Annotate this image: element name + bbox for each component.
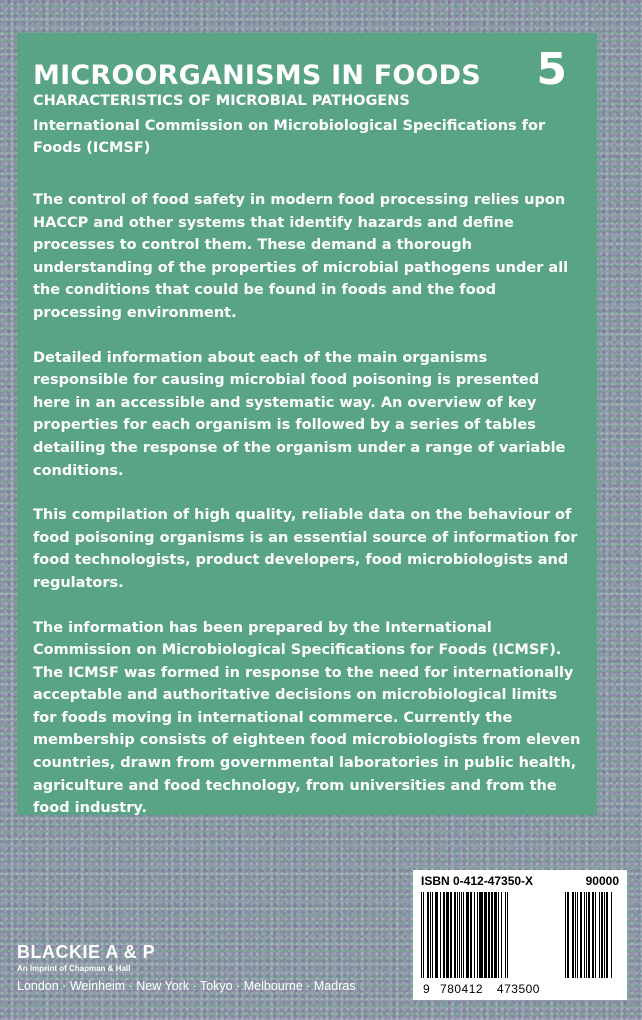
blurb-paragraph-4: The information has been prepared by the International Commission on Microbiological Specifications for Foods (ICMSF). The ICMSF was formed in response to the need for internationally acceptable and authoritative decisions on microbiological limits for foods moving in international commerce. Currently the membership consists of eighteen food microbiologists from eleven countries, drawn from governmental laboratories in public health, agriculture and food technology, from universities and from the food industry.	[33, 619, 581, 817]
barcode-bar	[580, 892, 582, 978]
barcode-bar	[435, 892, 438, 978]
barcode-bar	[586, 892, 587, 978]
barcode-bar	[498, 892, 499, 978]
barcode-digits-right: 473500	[496, 982, 540, 996]
barcode-bar	[470, 892, 472, 978]
barcode-bar	[461, 892, 462, 978]
addon-barcode-graphic	[565, 892, 617, 978]
barcode-bar	[446, 892, 449, 978]
ean-barcode-graphic	[421, 892, 553, 978]
book-title: MICROORGANISMS IN FOODS	[33, 60, 481, 91]
blurb-paragraph-1: The control of food safety in modern food processing relies upon HACCP and other systems that identify hazards and define processes to control them. These demand a thorough understanding of the properties of microbial pathogens under all the conditions that could be found in foods and the food processing environment.	[33, 192, 569, 321]
barcode-bar	[572, 892, 574, 978]
barcode-bar	[457, 892, 458, 978]
publisher-imprint: An Imprint of Chapman & Hall	[17, 964, 131, 973]
publisher-block	[17, 942, 356, 993]
barcode-bar	[477, 892, 478, 978]
book-subtitle: CHARACTERISTICS OF MICROBIAL PATHOGENS	[33, 93, 410, 109]
barcode-bar	[479, 892, 483, 978]
barcode-bar	[463, 892, 464, 978]
barcode-bar	[599, 892, 600, 978]
barcode-bar	[588, 892, 590, 978]
blurb-paragraph-2: Detailed information about each of the main organisms responsible for causing microbial food poisoning is presented here in an accessible and systematic way. An overview of key properties for each organism is followed by a series of tables detailing the response of the organism under a range of variable conditions.	[33, 349, 566, 479]
barcode-label	[413, 870, 627, 1000]
isbn-text: ISBN 0-412-47350-X	[421, 874, 534, 888]
barcode-bar	[575, 892, 576, 978]
barcode-bar	[450, 892, 452, 978]
barcode-digits-left: 780412	[440, 982, 484, 996]
barcode-bar	[454, 892, 456, 978]
barcode-bar	[421, 892, 422, 978]
title-row	[33, 44, 581, 95]
barcode-header	[421, 874, 619, 888]
barcode-bar	[577, 892, 578, 978]
barcode-bar	[601, 892, 603, 978]
barcode-bar	[459, 892, 460, 978]
cover-text-panel	[17, 33, 597, 815]
barcode-bar	[430, 892, 431, 978]
barcode-bar	[501, 892, 502, 978]
barcode-bar	[423, 892, 424, 978]
publisher-cities: London · Weinheim · New York · Tokyo · Melbourne · Madras	[17, 979, 356, 993]
barcode-bar	[606, 892, 608, 978]
book-author: International Commission on Microbiological Specifications for Foods (ICMSF)	[33, 118, 546, 156]
volume-number: 5	[536, 44, 567, 95]
barcode-bar	[494, 892, 497, 978]
barcode-bar	[443, 892, 445, 978]
barcode-bar	[474, 892, 475, 978]
barcode-bar	[440, 892, 441, 978]
barcode-bar	[427, 892, 429, 978]
barcode-bar	[611, 892, 612, 978]
barcode-bar	[592, 892, 594, 978]
barcode-bar	[507, 892, 508, 978]
publisher-name: BLACKIE A & P	[17, 942, 156, 962]
barcode-bar	[565, 892, 566, 978]
price-code: 90000	[585, 874, 619, 888]
barcode-bar	[584, 892, 585, 978]
barcode-digits	[423, 982, 540, 996]
barcode-bar	[466, 892, 469, 978]
barcode-bar	[432, 892, 433, 978]
barcode-bar	[604, 892, 605, 978]
barcode-bar	[595, 892, 596, 978]
blurb-paragraph-3: This compilation of high quality, reliable data on the behaviour of food poisoning organisms is an essential source of information for food technologists, product developers, food microbiologists and regulators.	[33, 507, 578, 591]
barcode-bar	[484, 892, 487, 978]
barcode-bar	[488, 892, 490, 978]
barcode-bar	[567, 892, 569, 978]
barcode-digit-lead: 9	[423, 982, 431, 996]
barcode-bar	[491, 892, 493, 978]
barcode-bars	[421, 892, 619, 978]
barcode-bar	[505, 892, 506, 978]
